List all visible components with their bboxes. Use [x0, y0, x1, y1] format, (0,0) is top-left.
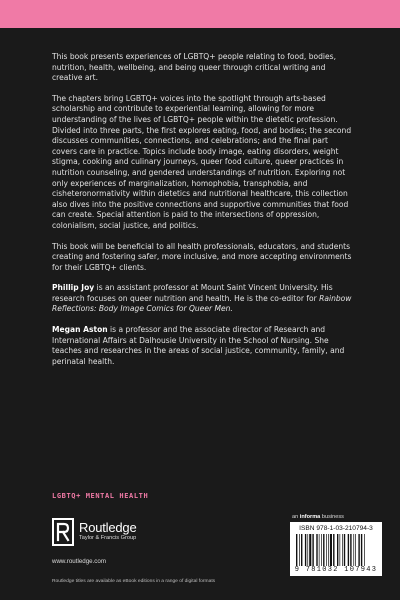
barcode-icon [294, 534, 378, 566]
back-cover-text [52, 52, 352, 377]
description-paragraph-3: This book will be beneficial to all health professionals, educators, and students creating and fostering safer, more inclusive, and more accepting environments for their LGBTQ+ clients. [52, 241, 352, 272]
description-paragraph-1: This book presents experiences of LGBTQ+ people relating to food, bodies, nutrition, health, wellbeing, and being queer through critical writing and creative art. [52, 52, 337, 83]
description-paragraph-2: The chapters bring LGBTQ+ voices into the spotlight through arts-based scholarship and contribute to experiential learning, allowing for more understanding of the lives of LGBTQ+ people within the dietetic profession. Divided into three parts, the first explores eating, food, and bodies; the second discusses communities, connections, and celebrations; and the final part covers care in practice. Topics include body image, eating disorders, weight stigma, cooking and culinary journeys, queer food culture, queer practices in nutrition counseling, and gendered understandings of nutrition. Exploring not only experiences of marginalization, homophobia, transphobia, and cisheteronormativity within dietetics and nutritional healthcare, this collection also dives into the positive connections and supportive communities that food can create. Special attention is paid to the intersections of oppression, colonialism, social justice, and politics. [52, 93, 352, 230]
author-name: Phillip Joy [52, 283, 95, 293]
author-bio-text: is a professor and the associate director of Research and International Affairs at Dalhousie University in the School of Nursing. She teaches and researches in the areas of social justice, community, family, and perinatal health. [52, 325, 345, 366]
author-name: Megan Aston [52, 325, 108, 335]
informa-prefix: an [292, 514, 300, 520]
barcode-panel [290, 522, 382, 576]
ebook-note: Routledge titles are available as eBook editions in a range of digital formats [52, 579, 216, 584]
book-title-reference: Rainbow Reflections: Body Image Comics for Queer Men. [52, 293, 352, 314]
publisher-block [52, 518, 212, 578]
informa-word: informa [299, 514, 321, 520]
author-bio-2 [52, 325, 352, 367]
informa-business-label [292, 514, 344, 520]
top-accent-band [0, 0, 400, 28]
publisher-name: Routledge [79, 520, 137, 535]
publisher-url: www.routledge.com [52, 558, 106, 565]
publisher-subtitle: Taylor & Francis Group [79, 535, 137, 541]
isbn-text: ISBN 978-1-03-210794-3 [299, 525, 373, 532]
series-label: LGBTQ+ MENTAL HEALTH [52, 492, 149, 500]
barcode-digits: 9 781032 107943 [294, 566, 378, 574]
author-bio-text: is an assistant professor at Mount Saint Vincent University. His research focuses on queer nutrition and health. He is the co-editor for [52, 283, 333, 303]
routledge-logo-icon [52, 518, 74, 546]
informa-suffix: business [320, 514, 344, 520]
author-bio-1 [52, 283, 352, 315]
